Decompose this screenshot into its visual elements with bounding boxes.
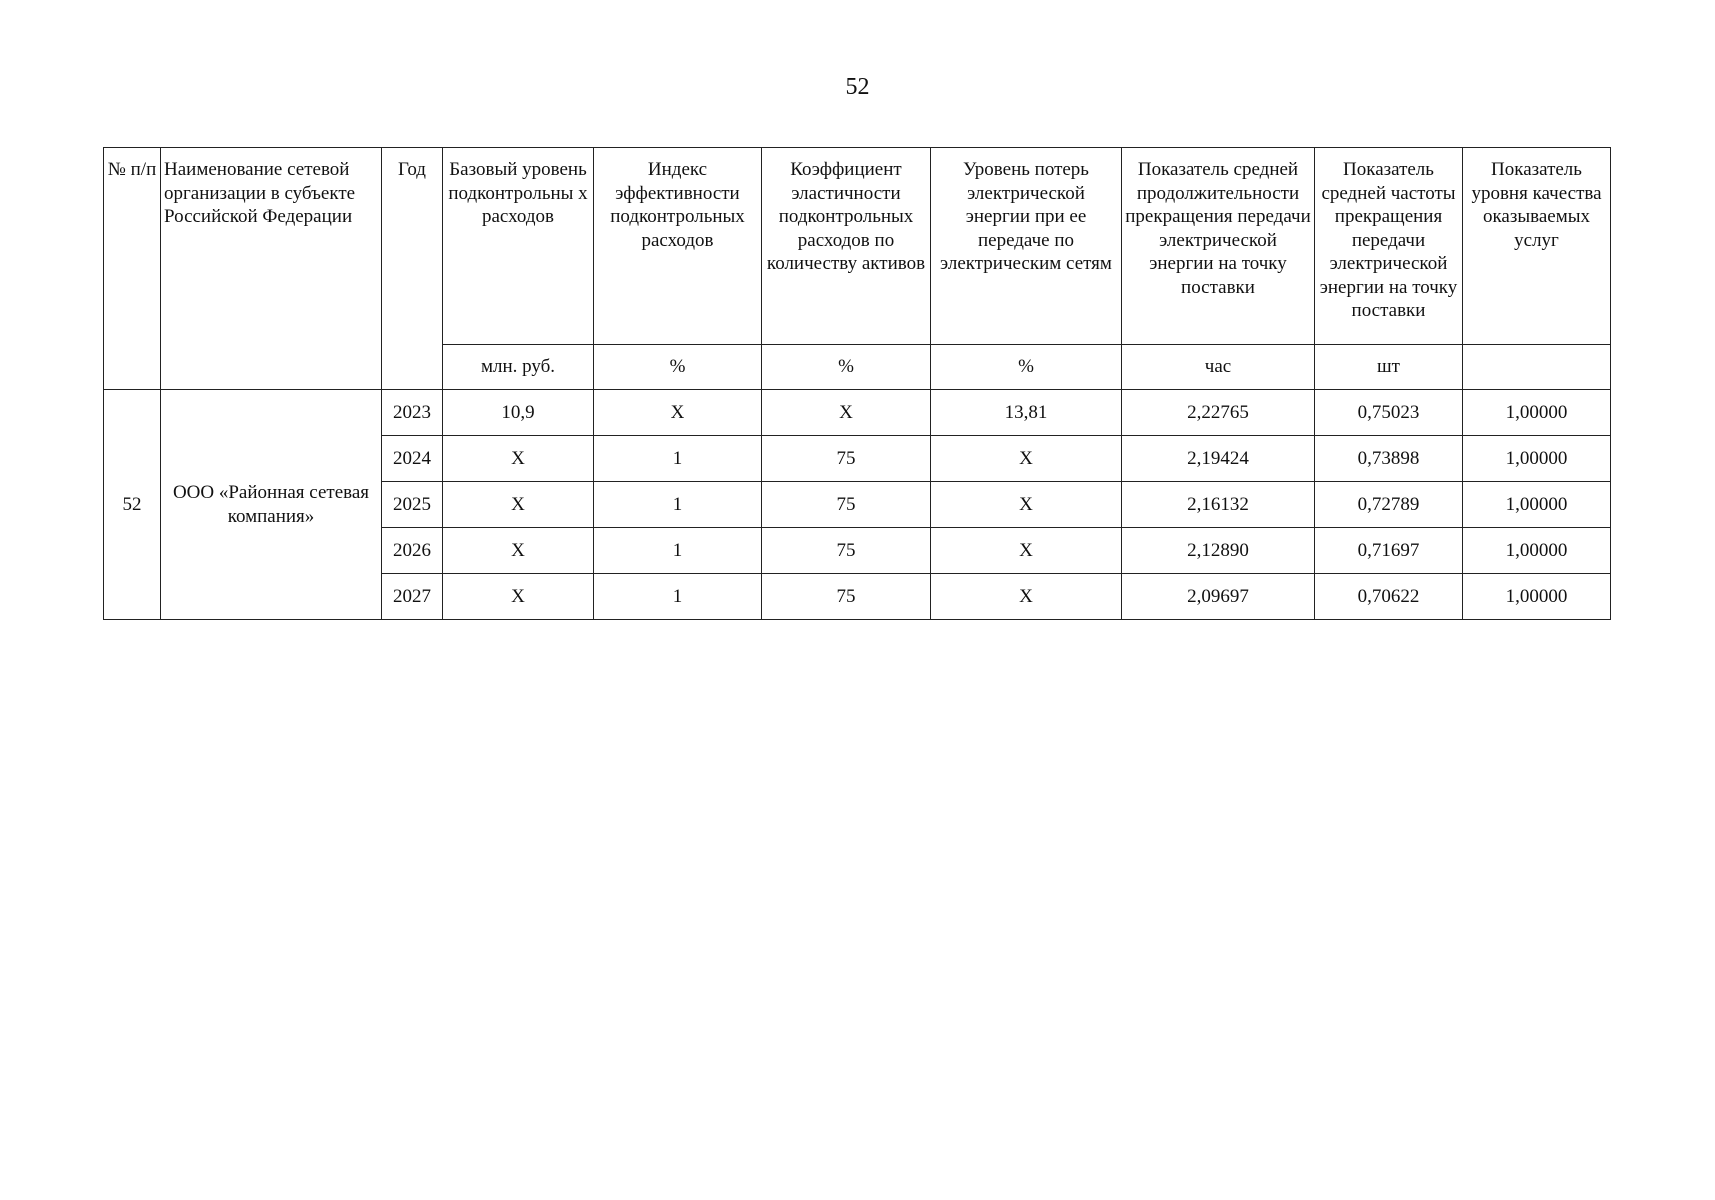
losses-cell: X <box>931 574 1122 620</box>
quality-cell: 1,00000 <box>1463 528 1611 574</box>
frequency-cell: 0,72789 <box>1315 482 1463 528</box>
duration-cell: 2,22765 <box>1122 390 1315 436</box>
efficiency-index-cell: X <box>594 390 762 436</box>
org-name: ООО «Районная сетевая компания» <box>161 390 382 620</box>
losses-cell: 13,81 <box>931 390 1122 436</box>
col-header-elasticity: Коэффициент эластичности подконтрольных расходов по количеству активов <box>762 148 931 345</box>
duration-cell: 2,16132 <box>1122 482 1315 528</box>
unit-cell: шт <box>1315 345 1463 390</box>
year-cell: 2027 <box>382 574 443 620</box>
table-row <box>104 390 1611 436</box>
year-cell: 2023 <box>382 390 443 436</box>
elasticity-cell: 75 <box>762 574 931 620</box>
elasticity-cell: 75 <box>762 528 931 574</box>
header-row <box>104 148 1611 345</box>
unit-cell <box>1463 345 1611 390</box>
quality-cell: 1,00000 <box>1463 436 1611 482</box>
elasticity-cell: X <box>762 390 931 436</box>
duration-cell: 2,19424 <box>1122 436 1315 482</box>
duration-cell: 2,09697 <box>1122 574 1315 620</box>
quality-cell: 1,00000 <box>1463 482 1611 528</box>
col-header-org: Наименование сетевой организации в субъекте Российской Федерации <box>161 148 382 390</box>
base-level-cell: X <box>443 436 594 482</box>
col-header-base-level: Базовый уровень подконтрольны х расходов <box>443 148 594 345</box>
col-header-duration: Показатель средней продолжительности прекращения передачи электрической энергии на точку поставки <box>1122 148 1315 345</box>
unit-cell: % <box>594 345 762 390</box>
unit-cell: час <box>1122 345 1315 390</box>
col-header-quality: Показатель уровня качества оказываемых услуг <box>1463 148 1611 345</box>
year-cell: 2026 <box>382 528 443 574</box>
col-header-year: Год <box>382 148 443 390</box>
efficiency-index-cell: 1 <box>594 482 762 528</box>
quality-cell: 1,00000 <box>1463 574 1611 620</box>
losses-cell: X <box>931 528 1122 574</box>
efficiency-index-cell: 1 <box>594 528 762 574</box>
base-level-cell: 10,9 <box>443 390 594 436</box>
elasticity-cell: 75 <box>762 436 931 482</box>
col-header-losses: Уровень потерь электрической энергии при ее передаче по электрическим сетям <box>931 148 1122 345</box>
unit-cell: % <box>931 345 1122 390</box>
duration-cell: 2,12890 <box>1122 528 1315 574</box>
unit-cell: % <box>762 345 931 390</box>
page-number: 52 <box>845 74 870 100</box>
base-level-cell: X <box>443 574 594 620</box>
frequency-cell: 0,75023 <box>1315 390 1463 436</box>
elasticity-cell: 75 <box>762 482 931 528</box>
efficiency-index-cell: 1 <box>594 574 762 620</box>
losses-cell: X <box>931 482 1122 528</box>
base-level-cell: X <box>443 482 594 528</box>
frequency-cell: 0,73898 <box>1315 436 1463 482</box>
quality-cell: 1,00000 <box>1463 390 1611 436</box>
row-number: 52 <box>104 390 161 620</box>
indicators-table <box>103 147 1611 620</box>
year-cell: 2025 <box>382 482 443 528</box>
frequency-cell: 0,71697 <box>1315 528 1463 574</box>
col-header-efficiency-index: Индекс эффективности подконтрольных расходов <box>594 148 762 345</box>
year-cell: 2024 <box>382 436 443 482</box>
col-header-number: № п/п <box>104 148 161 390</box>
unit-cell: млн. руб. <box>443 345 594 390</box>
frequency-cell: 0,70622 <box>1315 574 1463 620</box>
losses-cell: X <box>931 436 1122 482</box>
base-level-cell: X <box>443 528 594 574</box>
efficiency-index-cell: 1 <box>594 436 762 482</box>
col-header-frequency: Показатель средней частоты прекращения передачи электрической энергии на точку поставки <box>1315 148 1463 345</box>
